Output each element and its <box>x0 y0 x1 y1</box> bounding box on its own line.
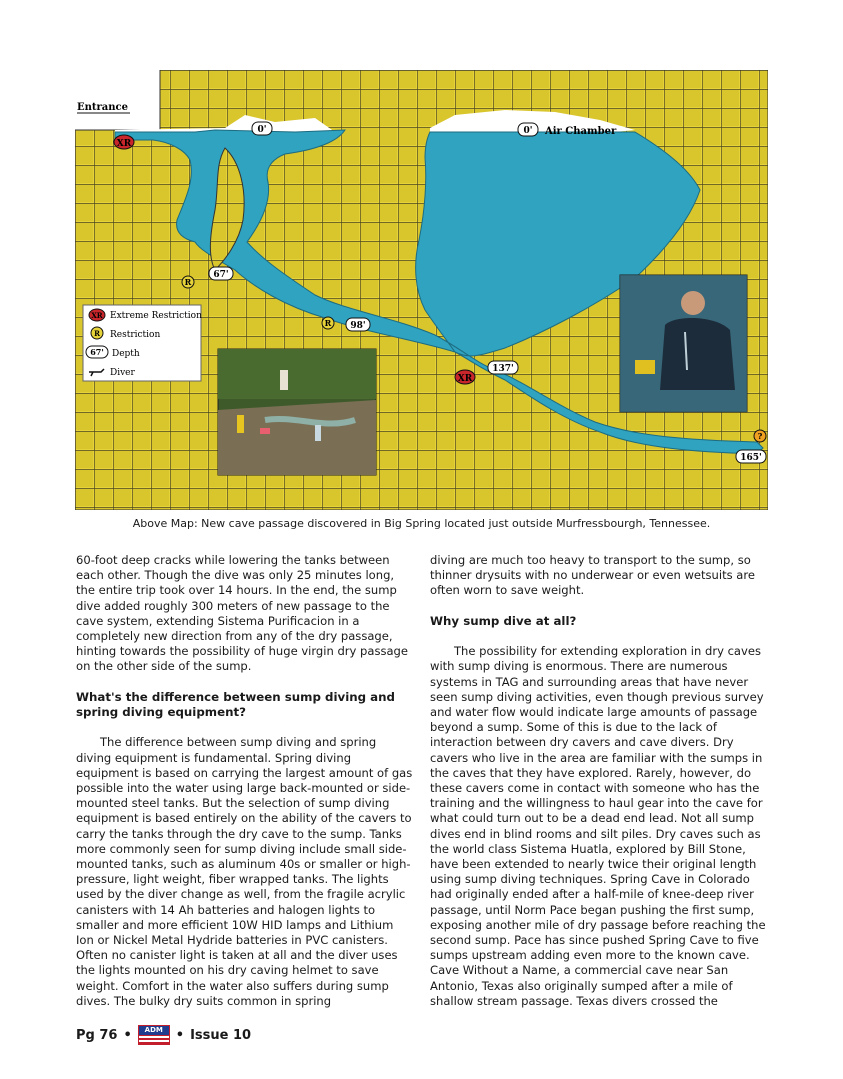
depth-marker-top-left <box>252 122 272 135</box>
restriction-marker-left <box>182 276 194 288</box>
svg-text:0': 0' <box>257 125 267 135</box>
page-footer <box>76 1025 251 1045</box>
footer-bullet: • <box>123 1027 132 1043</box>
svg-text:137': 137' <box>492 364 514 374</box>
legend-extreme-restriction: Extreme Restriction <box>110 311 202 321</box>
depth-marker-top-right <box>518 123 538 136</box>
photo-creek <box>218 349 376 475</box>
svg-text:R: R <box>184 277 192 287</box>
svg-text:67': 67' <box>213 270 229 280</box>
svg-text:?: ? <box>757 431 763 441</box>
depth-marker-165 <box>736 450 766 463</box>
svg-text:0': 0' <box>523 126 533 136</box>
legend-depth: Depth <box>112 349 140 359</box>
svg-text:R: R <box>324 318 332 328</box>
entrance-label: Entrance <box>77 102 128 113</box>
svg-text:67': 67' <box>90 347 104 357</box>
extreme-restriction-marker-mid <box>455 370 475 384</box>
issue-number: Issue 10 <box>190 1027 252 1043</box>
adm-logo: ADM <box>138 1025 170 1045</box>
depth-marker-137 <box>488 361 518 374</box>
depth-marker-67 <box>209 267 233 280</box>
svg-text:98': 98' <box>350 321 366 331</box>
section-heading: Why sump dive at all? <box>430 613 577 628</box>
svg-text:XR: XR <box>116 139 132 149</box>
legend-restriction: Restriction <box>110 330 161 340</box>
paragraph: The difference between sump diving and spring diving equipment is fundamental. Spring diving equipment is based on carrying the largest amount of gas possible into the water using large back-mounted or side-mounted steel tanks. But the selection of sump diving equipment is based entirely on the ability of the cavers to carry the tanks through the dry cave to the sump. Tanks more commonly seen for sump diving include small side-mounted tanks, such as aluminum 40s or smaller or high-pressure, light weight, fiber wrapped tanks. The lights used by the diver change as well, from the fragile acrylic canisters with 14 Ah batteries and halogen lights to smaller and more efficient 10W HID lamps and Lithium Ion or Nickel Metal Hydride batteries in PVC canisters. Often no canister light is taken at all and the diver uses the lights mounted on his dry caving helmet to save weight. Comfort in the water also suffers during sump dives. The bulky dry suits common in spring <box>76 735 413 1008</box>
paragraph: 60-foot deep cracks while lowering the tanks between each other. Though the dive was only 25 minutes long, the entire trip took over 14 hours. In the end, the sump dive added roughly 300 meters of new passage to the cave system, extending Sistema Purificacion in a completely new direction from any of the dry passage, hinting towards the possibility of huge virgin dry passage on the other side of the sump. <box>76 553 408 674</box>
photo-diver <box>620 275 747 412</box>
extreme-restriction-marker-top <box>114 135 134 149</box>
column-right <box>430 553 768 1009</box>
svg-text:XR: XR <box>457 374 473 384</box>
column-left <box>76 553 414 1009</box>
page-number: Pg 76 <box>76 1027 118 1043</box>
svg-text:165': 165' <box>740 453 762 463</box>
section-heading: What's the difference between sump diving and spring diving equipment? <box>76 689 395 720</box>
depth-marker-98 <box>346 318 370 331</box>
restriction-marker-mid <box>322 317 334 329</box>
svg-text:XR: XR <box>91 311 103 320</box>
svg-text:R: R <box>94 329 100 338</box>
cave-map <box>75 70 768 510</box>
question-marker <box>754 430 766 442</box>
paragraph: diving are much too heavy to transport to the sump, so thinner drysuits with no underwear or even wetsuits are often worn to save weight. <box>430 553 755 598</box>
paragraph: The possibility for extending exploration in dry caves with sump diving is enormous. There are numerous systems in TAG and surrounding areas that have never seen sump diving activities, even though previous survey and water flow would indicate large amounts of passage beyond a sump. Some of this is due to the lack of interaction between dry cavers and cave divers. Dry cavers who live in the area are familiar with the sumps in the caves that they have explored. Rarely, however, do these cavers come in contact with someone who has the training and the willingness to haul gear into the cave for what could turn out to be a dead end lead. Not all sump dives end in blind rooms and silt piles. Dry caves such as the world class Sistema Huatla, explored by Bill Stone, have been extended to nearly twice their original length using sump diving techniques. Spring Cave in Colorado had originally ended after a half-mile of knee-deep river passage, until Norm Pace began pushing the first sump, exposing another mile of dry passage before reaching the second sump. Pace has since pushed Spring Cave to five sumps upstream adding even more to the known cave. Cave Without a Name, a commercial cave near San Antonio, Texas also originally sumped after a mile of shallow stream passage. Texas divers crossed the <box>430 644 766 1008</box>
map-caption: Above Map: New cave passage discovered in Big Spring located just outside Murfressbourgh, Tennessee. <box>132 517 711 530</box>
air-chamber-label: Air Chamber <box>545 126 617 137</box>
legend-diver: Diver <box>110 368 135 378</box>
map-legend <box>83 305 202 381</box>
footer-bullet: • <box>175 1027 185 1043</box>
